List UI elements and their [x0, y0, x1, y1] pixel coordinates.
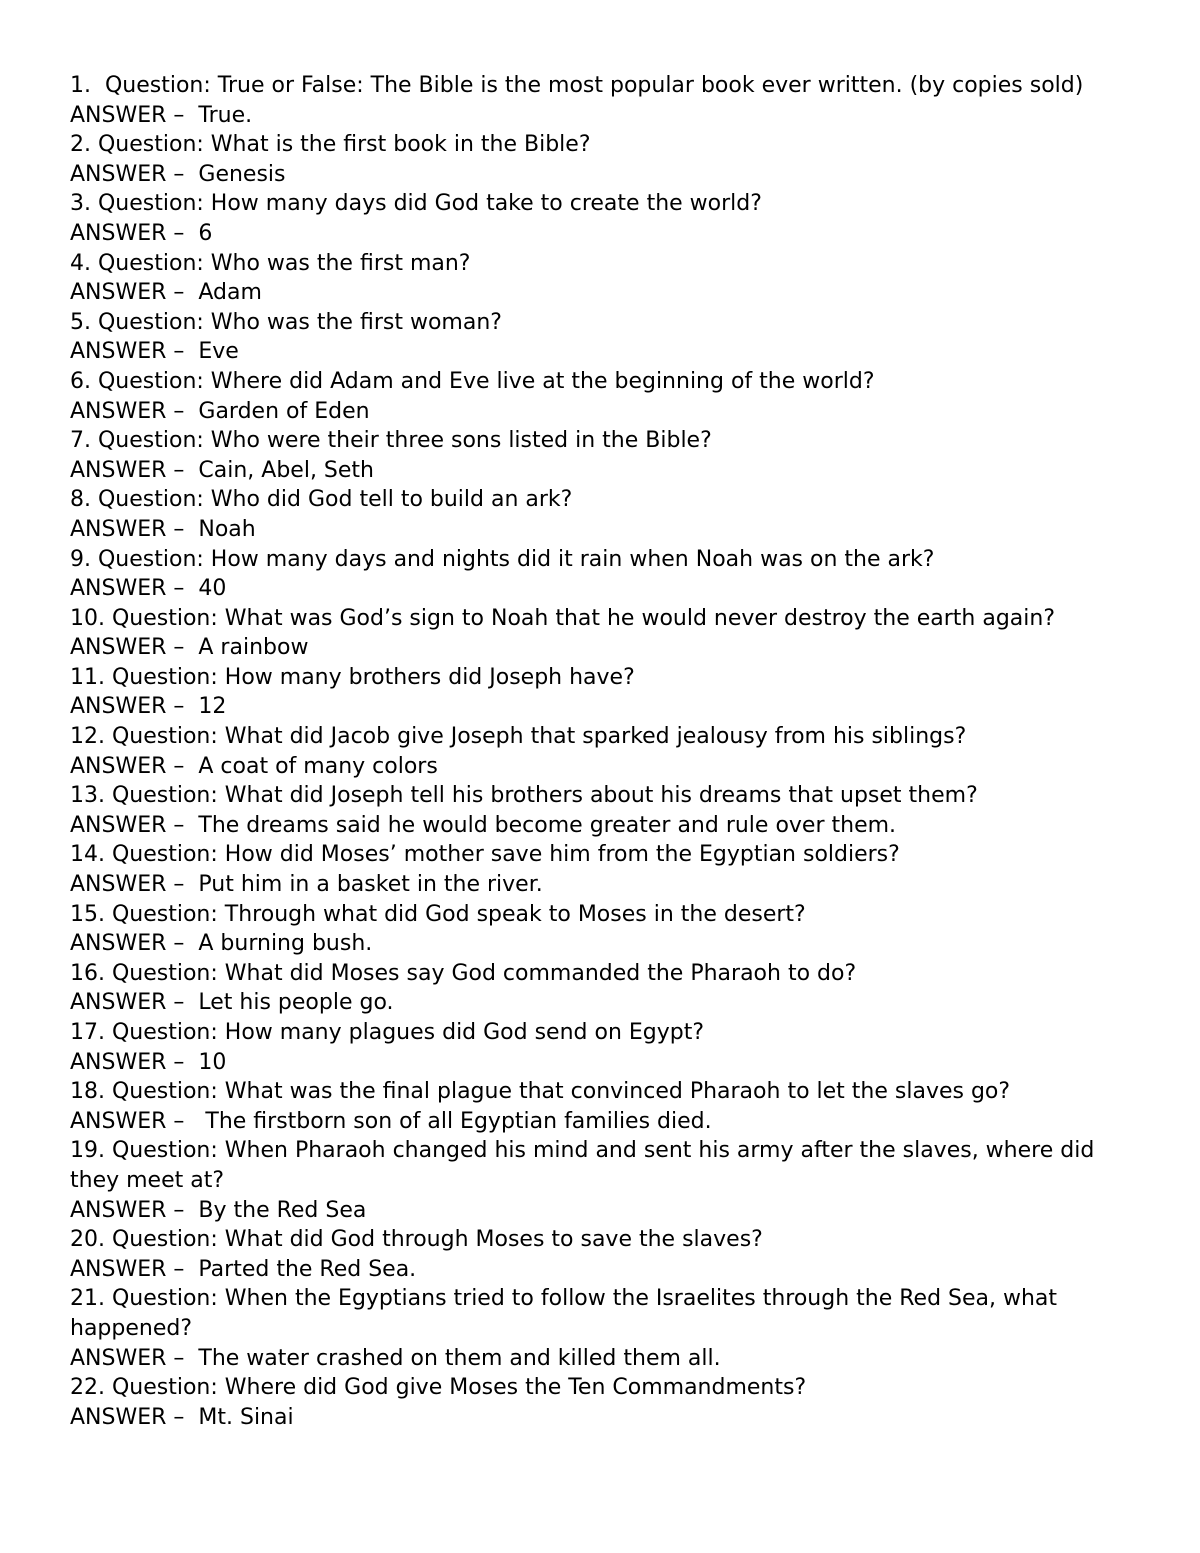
question-2: 2. Question: What is the first book in the Bible? [70, 132, 591, 158]
question-20: 20. Question: What did God through Moses to save the slaves? [70, 1227, 763, 1253]
question-13: 13. Question: What did Joseph tell his brothers about his dreams that upset them? [70, 783, 978, 809]
answer-5: ANSWER – Eve [70, 339, 239, 365]
answer-10: ANSWER – A rainbow [70, 635, 309, 661]
question-6: 6. Question: Where did Adam and Eve live at the beginning of the world? [70, 368, 875, 394]
answer-6: ANSWER – Garden of Eden [70, 398, 370, 424]
question-8: 8. Question: Who did God tell to build an ark? [70, 487, 573, 513]
answer-11: ANSWER – 12 [70, 694, 227, 720]
answer-22: ANSWER – Mt. Sinai [70, 1404, 294, 1430]
answer-20: ANSWER – Parted the Red Sea. [70, 1256, 417, 1282]
question-1: 1. Question: True or False: The Bible is the most popular book ever written. (by copies sold) [70, 73, 1084, 98]
document-page [70, 71, 1140, 1432]
answer-13: ANSWER – The dreams said he would become greater and rule over them. [70, 812, 897, 838]
question-5: 5. Question: Who was the first woman? [70, 309, 502, 335]
answer-8: ANSWER – Noah [70, 516, 256, 542]
answer-12: ANSWER – A coat of many colors [70, 753, 438, 779]
question-9: 9. Question: How many days and nights did it rain when Noah was on the ark? [70, 546, 935, 572]
answer-16: ANSWER – Let his people go. [70, 990, 394, 1016]
answer-3: ANSWER – 6 [70, 220, 213, 246]
answer-21: ANSWER – The water crashed on them and killed them all. [70, 1345, 721, 1371]
question-14: 14. Question: How did Moses’ mother save him from the Egyptian soldiers? [70, 842, 900, 868]
question-16: 16. Question: What did Moses say God commanded the Pharaoh to do? [70, 960, 857, 986]
question-22: 22. Question: Where did God give Moses the Ten Commandments? [70, 1375, 807, 1401]
answer-4: ANSWER – Adam [70, 280, 262, 306]
answer-17: ANSWER – 10 [70, 1049, 227, 1075]
question-21: 21. Question: When the Egyptians tried to follow the Israelites through the Red Sea, what happened? [70, 1286, 1065, 1341]
answer-1: ANSWER – True. [70, 102, 253, 128]
question-11: 11. Question: How many brothers did Joseph have? [70, 664, 635, 690]
question-15: 15. Question: Through what did God speak to Moses in the desert? [70, 901, 806, 927]
answer-18: ANSWER – The firstborn son of all Egyptian families died. [70, 1108, 712, 1134]
question-4: 4. Question: Who was the first man? [70, 250, 471, 276]
answer-14: ANSWER – Put him in a basket in the river. [70, 872, 543, 898]
answer-2: ANSWER – Genesis [70, 161, 286, 187]
question-10: 10. Question: What was God’s sign to Noah that he would never destroy the earth again? [70, 605, 1056, 631]
question-7: 7. Question: Who were their three sons listed in the Bible? [70, 428, 712, 454]
answer-7: ANSWER – Cain, Abel, Seth [70, 457, 374, 483]
answer-9: ANSWER – 40 [70, 576, 227, 602]
answer-19: ANSWER – By the Red Sea [70, 1197, 367, 1223]
question-3: 3. Question: How many days did God take to create the world? [70, 191, 762, 217]
question-19: 19. Question: When Pharaoh changed his mind and sent his army after the slaves, where did they meet at? [70, 1138, 1102, 1193]
question-12: 12. Question: What did Jacob give Joseph that sparked jealousy from his siblings? [70, 724, 967, 750]
question-17: 17. Question: How many plagues did God send on Egypt? [70, 1020, 705, 1045]
question-18: 18. Question: What was the final plague that convinced Pharaoh to let the slaves go? [70, 1079, 1011, 1105]
answer-15: ANSWER – A burning bush. [70, 931, 373, 957]
